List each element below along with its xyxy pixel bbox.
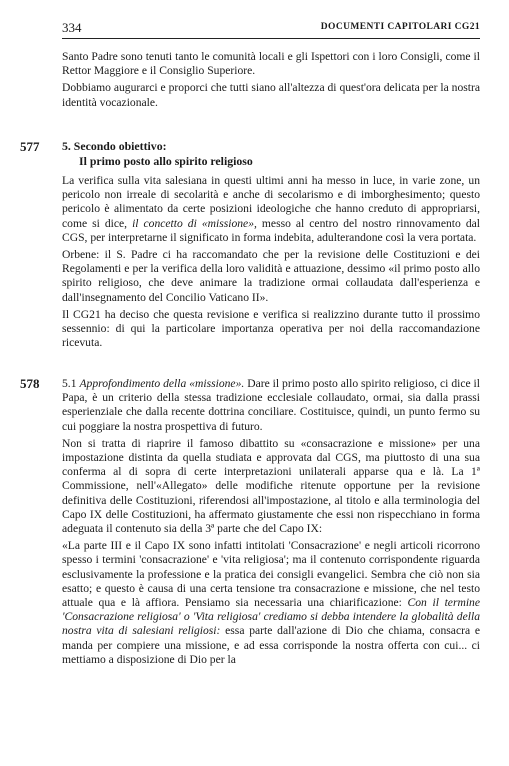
running-title: DOCUMENTI CAPITOLARI CG21 (320, 22, 480, 32)
heading-line-1: 5. Secondo obiettivo: (62, 139, 167, 153)
section-577-paragraph-2: Orbene: il S. Padre ci ha raccomandato che per la revisione delle Costituzioni e dei Regolamenti e per la verifica della loro validità e attuazione, dessimo «il primo posto allo spirito religioso, che deve animare la tradizione ormai collaudata dall'esperienza e dall'insegnamento del Concilio Vaticano II». (62, 248, 480, 304)
section-577-paragraph-3: Il CG21 ha deciso che questa revisione e verifica si realizzino durante tutto il prossimo sessennio: di qui la particolare importanza operativa per noi della raccomandazione ricevuta. (62, 307, 480, 350)
section-578-paragraph-2: Non si tratta di riaprire il famoso dibattito su «consacrazione e missione» per una impostazione distinta da quella studiata e approvata dal CGS, ma piuttosto di una sua conferma al di sopra di certe interpretazioni unilaterali apparse qua e là. La 1ª Commissione, nell'«Allegato» delle modifiche ritenute opportune per la revisione definitiva delle Costituzioni, riferendosi all'impostazione, al titolo e alla terminologia del Capo IX delle Costituzioni, ha affermato giustamente che essi non rispecchiano in forma adeguata il contenuto sia della 3ª parte che del Capo IX: (62, 436, 480, 536)
page-number: 334 (62, 20, 82, 35)
section-577-paragraph-1: La verifica sulla vita salesiana in questi ultimi anni ha messo in luce, in varie zone, un pericolo non irreale di secolarità e anche di secolarismo e di imborghesimento; questo pericolo è alimentato da certe posizioni ideologiche che hanno creduto di appropriarsi, come si dice, il concetto di «missione», messo al centro del nostro rinnovamento dal CGS, per interpretarne il significato in forma indebita, adulterandone così la vera portata. (62, 174, 480, 244)
section-578-paragraph-1: 5.1 Approfondimento della «missione». Dare il primo posto allo spirito religioso, ci dice il Papa, è un criterio della stessa tradizione ecclesiale collaudato, ormai, sia dalla prassi esperienziale che dalla recente dottrina conciliare. Costituisce, quindi, un punto fermo su cui poggiare la nostra prospettiva di futuro. (62, 377, 481, 433)
emphasis-consacrazione: Con il termine 'Consacrazione religiosa' o 'Vita religiosa' crediamo si debba intendere la globalità della nostra vita di salesiani religiosi: (62, 596, 480, 638)
page-header (62, 20, 480, 39)
heading-line-2: Il primo posto allo spirito religioso (79, 154, 253, 168)
intro-paragraph-1: Santo Padre sono tenuti tanto le comunità locali e gli Ispettori con i loro Consigli, come il Rettor Maggiore e il Consiglio Superiore. (62, 50, 480, 78)
section-578-body (62, 377, 480, 670)
intro-paragraph-2: Dobbiamo augurarci e proporci che tutti siano all'altezza di quest'ora delicata per la nostra identità vocazionale. (62, 81, 480, 109)
section-578-paragraph-3: «La parte III e il Capo IX sono infatti intitolati 'Consacrazione' e negli articoli ricorrono spesso i termini 'consacrazione' e 'vita religiosa'; ma il contenuto corrispondente riguarda esclusivamente la professione e la pratica dei consigli evangelici. Sembra che ciò non sia esatto; e questo è causa di una certa tensione tra consacrazione e missione, che nel testo attuale qua e là affiora. Pensiamo sia necessaria una chiarificazione: Con il termine 'Consacrazione religiosa' o 'Vita religiosa' crediamo si debba intendere la globalità della nostra vita di salesiani religiosi: essa parte dall'azione di Dio che chiama, consacra e manda per compiere una missione, e ad essa corrisponde la nostra offerta con cui... ci mettiamo a disposizione di Dio per la (62, 539, 480, 666)
section-577-body (62, 174, 480, 353)
section-heading-577 (62, 139, 253, 169)
intro-block (62, 50, 480, 113)
margin-number-578: 578 (20, 376, 40, 391)
emphasis-approfondimento: Approfondimento della «missione». (79, 377, 245, 390)
margin-number-577: 577 (20, 139, 40, 154)
emphasis-missione: il concetto di «missione», (132, 216, 257, 230)
